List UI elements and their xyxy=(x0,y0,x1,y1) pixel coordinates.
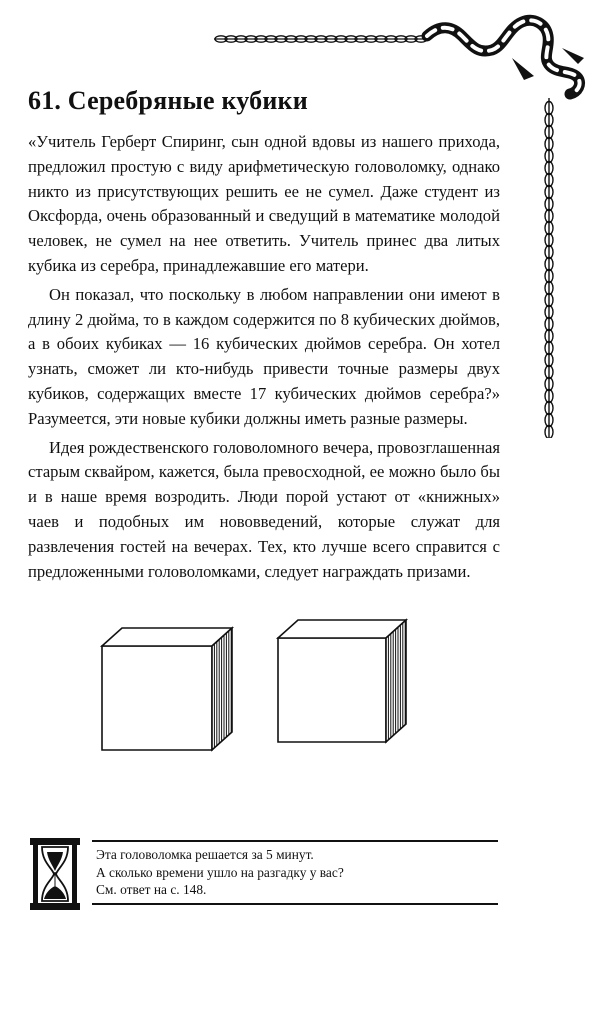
ribbon-icon xyxy=(427,20,584,94)
puzzle-title: 61. Серебряные кубики xyxy=(28,86,308,115)
hourglass-icon xyxy=(28,836,82,912)
cubes-illustration xyxy=(96,616,426,756)
paragraph-1: «Учитель Герберт Спиринг, сын одной вдовы из нашего прихода, предложил простую с виду арифметическую головоломку, однако никто из присутствующих решить ее не сумел. Даже студент из Оксфорда, очень образованный и сведущий в математике молодой человек, не сумел на нее ответить. Учитель принес два литых кубика из серебра, принадлежавшие его матери. xyxy=(28,132,500,275)
timer-rule-bottom xyxy=(92,903,498,905)
puzzle-text xyxy=(28,130,500,584)
timer-rule-top xyxy=(92,840,498,842)
timer-note xyxy=(96,846,496,899)
cube-left xyxy=(102,628,232,750)
paragraph-3: Идея рождественского головоломного вечера, провозглашенная старым сквайром, кажется, была превосходной, ее можно было бы и в наше время возродить. Люди порой устают от «книжных» чаев и подобных им нововведений, которые служат для развлечения гостей на вечерах. Тех, кто лучше всего справится с предложенными головоломками, следует награждать призами. xyxy=(28,437,500,581)
chain-ornament xyxy=(536,98,562,438)
timer-line-3: См. ответ на с. 148. xyxy=(96,882,207,897)
paragraph-2: Он показал, что поскольку в любом направлении они имеют в длину 2 дюйма, то в каждом содержится по 8 кубических дюймов, а в обоих кубиках — 16 кубических дюймов серебра. Он хотел узнать, сможет ли кто-нибудь привести точные размеры двух кубиков, содержащих вместе 17 кубических дюймов серебра?» Разумеется, эти новые кубики должны иметь разные размеры. xyxy=(28,284,500,428)
timer-line-1: Эта головоломка решается за 5 минут. xyxy=(96,847,314,862)
cube-right xyxy=(278,620,406,742)
timer-line-2: А сколько времени ушло на разгадку у вас? xyxy=(96,864,344,880)
